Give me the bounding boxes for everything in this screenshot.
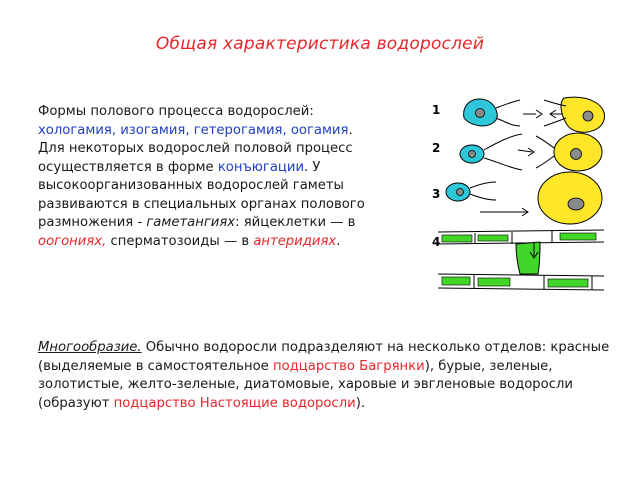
text-line: развиваются в специальных органах полового [38,196,365,212]
text-line: (выделяемые в самостоятельное подцарство Багрянки), бурые, зеленые, [38,358,553,374]
conjugation-term: конъюгации [217,159,305,175]
small-gamete-cell [460,134,522,170]
isogamete-cell [464,99,520,126]
text-line: (образуют подцарство Настоящие водоросли). [38,395,366,411]
text-line: Для некоторых водорослей половой процесс [38,141,353,156]
large-gamete-cell [536,133,602,171]
arrows-row-1 [523,110,562,118]
conjugation-filaments [438,230,604,290]
sperm-cell [446,182,496,201]
text-line: высокоорганизованных водорослей гаметы [38,178,344,193]
arrow-row-3 [480,208,528,216]
text-line: оогониях, сперматозоиды — в антеридиях. [38,233,341,249]
figure-label-1: 1 [432,103,441,117]
text-line: золотистые, желто-зеленые, диатомовые, харовые и эвгленовые водоросли [38,377,573,392]
text-line: Формы полового процесса водорослей: [38,104,314,119]
arrows-row-2 [518,148,534,156]
diversity-paragraph [38,339,618,413]
text-line: Многообразие. Обычно водоросли подразделяют на несколько отделов: красные [38,340,610,355]
figure-label-2: 2 [432,141,441,155]
yellow-gamete-cell [544,97,605,132]
slide-title: Общая характеристика водорослей [155,34,485,54]
process-forms-terms: хологамия, изогамия, гетерогамия, оогамия [38,122,349,138]
egg-cell [538,172,602,224]
red-algae-subkingdom-term: подцарство Багрянки [272,358,425,374]
sexual-process-paragraph [38,103,410,251]
oogonia-term: оогониях, [38,233,107,249]
gametangia-term: гаметангиях [146,215,236,230]
text-line: размножения - гаметангиях: яйцеклетки — в [38,215,356,230]
figure-label-4: 4 [432,235,441,249]
antheridia-term: антеридиях [253,233,337,249]
text-line: осуществляется в форме конъюгации. У [38,159,321,175]
true-algae-subkingdom-term: подцарство Настоящие водоросли [113,395,356,411]
figure-label-3: 3 [432,187,441,201]
algae-reproduction-figure [428,96,608,306]
diversity-heading: Многообразие. [38,340,142,355]
text-line: хологамия, изогамия, гетерогамия, оогамия. [38,122,353,138]
